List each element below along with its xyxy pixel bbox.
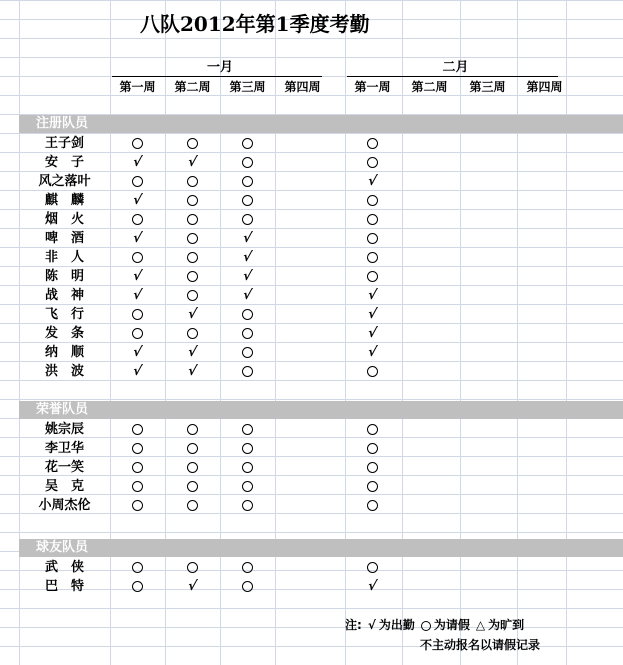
leave-circle-icon xyxy=(345,229,400,248)
present-check-icon: √ xyxy=(241,269,254,284)
leave-circle-icon xyxy=(220,577,275,596)
member-name: 烟 火 xyxy=(44,212,84,227)
leave-circle-icon xyxy=(165,496,220,515)
leave-circle-icon xyxy=(110,420,165,439)
leave-circle-icon xyxy=(110,248,165,267)
leave-circle-icon xyxy=(165,477,220,496)
present-check-icon: √ xyxy=(186,307,199,322)
triangle-icon: △ xyxy=(475,618,486,632)
present-check-icon: √ xyxy=(186,155,199,170)
week-label: 第一周 xyxy=(119,80,156,94)
present-check-icon: √ xyxy=(186,345,199,360)
member-name: 洪 波 xyxy=(44,364,84,379)
leave-circle-icon xyxy=(345,458,400,477)
present-check-icon: √ xyxy=(131,269,144,284)
leave-circle-icon xyxy=(165,439,220,458)
month-label: 一月 xyxy=(206,60,233,75)
leave-circle-icon xyxy=(220,305,275,324)
leave-circle-icon xyxy=(220,477,275,496)
leave-circle-icon xyxy=(165,210,220,229)
legend-circle-text: 为请假 xyxy=(433,618,470,632)
section-header: 球友队员 xyxy=(19,539,623,557)
present-check-icon: √ xyxy=(366,326,379,341)
leave-circle-icon xyxy=(345,362,400,381)
leave-circle-icon xyxy=(345,439,400,458)
member-name: 发 条 xyxy=(44,326,84,341)
member-name: 陈 明 xyxy=(44,269,84,284)
present-check-icon: √ xyxy=(131,231,144,246)
leave-circle-icon xyxy=(220,458,275,477)
leave-circle-icon xyxy=(165,324,220,343)
member-name: 吴 克 xyxy=(44,479,84,494)
leave-circle-icon xyxy=(345,420,400,439)
circle-icon xyxy=(421,616,431,634)
leave-circle-icon xyxy=(110,496,165,515)
month-underline xyxy=(112,76,322,77)
leave-circle-icon xyxy=(165,172,220,191)
leave-circle-icon xyxy=(165,191,220,210)
leave-circle-icon xyxy=(110,305,165,324)
leave-circle-icon xyxy=(165,248,220,267)
leave-circle-icon xyxy=(220,496,275,515)
present-check-icon: √ xyxy=(366,307,379,322)
member-name: 王子剑 xyxy=(44,136,84,151)
present-check-icon: √ xyxy=(241,250,254,265)
legend-note: 不主动报名以请假记录 xyxy=(420,638,541,652)
leave-circle-icon xyxy=(345,477,400,496)
present-check-icon: √ xyxy=(366,345,379,360)
leave-circle-icon xyxy=(220,343,275,362)
leave-circle-icon xyxy=(110,134,165,153)
present-check-icon: √ xyxy=(131,288,144,303)
present-check-icon: √ xyxy=(131,364,144,379)
member-name: 安 子 xyxy=(44,155,84,170)
leave-circle-icon xyxy=(110,558,165,577)
week-label: 第二周 xyxy=(411,80,448,94)
week-label: 第二周 xyxy=(174,80,211,94)
leave-circle-icon xyxy=(220,420,275,439)
legend xyxy=(345,616,524,634)
legend-check-text: 为出勤 xyxy=(378,618,415,632)
member-name: 小周杰伦 xyxy=(38,498,91,513)
leave-circle-icon xyxy=(345,210,400,229)
present-check-icon: √ xyxy=(131,155,144,170)
leave-circle-icon xyxy=(110,477,165,496)
leave-circle-icon xyxy=(165,134,220,153)
week-label: 第三周 xyxy=(469,80,506,94)
present-check-icon: √ xyxy=(186,579,199,594)
leave-circle-icon xyxy=(345,248,400,267)
present-check-icon: √ xyxy=(131,345,144,360)
legend-triangle-text: 为旷到 xyxy=(488,618,525,632)
week-label: 第一周 xyxy=(354,80,391,94)
present-check-icon: √ xyxy=(366,288,379,303)
present-check-icon: √ xyxy=(241,231,254,246)
leave-circle-icon xyxy=(165,420,220,439)
month-underline xyxy=(347,76,558,77)
leave-circle-icon xyxy=(220,362,275,381)
leave-circle-icon xyxy=(345,267,400,286)
check-icon: √ xyxy=(367,618,376,632)
leave-circle-icon xyxy=(220,191,275,210)
leave-circle-icon xyxy=(165,267,220,286)
member-name: 纳 顺 xyxy=(44,345,84,360)
leave-circle-icon xyxy=(345,496,400,515)
present-check-icon: √ xyxy=(186,364,199,379)
member-name: 李卫华 xyxy=(44,441,84,456)
member-name: 啤 酒 xyxy=(44,231,84,246)
leave-circle-icon xyxy=(220,558,275,577)
present-check-icon: √ xyxy=(131,193,144,208)
present-check-icon: √ xyxy=(241,288,254,303)
member-name: 飞 行 xyxy=(44,307,84,322)
leave-circle-icon xyxy=(165,286,220,305)
member-name: 巴 特 xyxy=(44,579,84,594)
leave-circle-icon xyxy=(345,134,400,153)
week-label: 第三周 xyxy=(229,80,266,94)
member-name: 非 人 xyxy=(44,250,84,265)
leave-circle-icon xyxy=(165,458,220,477)
legend-prefix: 注: xyxy=(345,618,362,632)
leave-circle-icon xyxy=(110,577,165,596)
week-label: 第四周 xyxy=(526,80,563,94)
leave-circle-icon xyxy=(165,229,220,248)
leave-circle-icon xyxy=(345,191,400,210)
leave-circle-icon xyxy=(220,324,275,343)
member-name: 战 神 xyxy=(44,288,84,303)
member-name: 风之落叶 xyxy=(38,174,91,189)
leave-circle-icon xyxy=(110,324,165,343)
member-name: 花一笑 xyxy=(44,460,84,475)
leave-circle-icon xyxy=(220,210,275,229)
leave-circle-icon xyxy=(220,172,275,191)
leave-circle-icon xyxy=(110,210,165,229)
month-label: 二月 xyxy=(442,60,469,75)
present-check-icon: √ xyxy=(366,579,379,594)
leave-circle-icon xyxy=(110,439,165,458)
present-check-icon: √ xyxy=(366,174,379,189)
section-header: 荣誉队员 xyxy=(19,401,623,419)
leave-circle-icon xyxy=(220,439,275,458)
page-title: 八队2012年第1季度考勤 xyxy=(140,12,370,36)
section-header: 注册队员 xyxy=(19,115,623,133)
leave-circle-icon xyxy=(220,153,275,172)
member-name: 麒 麟 xyxy=(44,193,84,208)
member-name: 姚宗辰 xyxy=(44,422,84,437)
leave-circle-icon xyxy=(220,134,275,153)
leave-circle-icon xyxy=(345,153,400,172)
leave-circle-icon xyxy=(345,558,400,577)
member-name: 武 侠 xyxy=(44,560,84,575)
leave-circle-icon xyxy=(165,558,220,577)
leave-circle-icon xyxy=(110,458,165,477)
leave-circle-icon xyxy=(110,172,165,191)
week-label: 第四周 xyxy=(284,80,321,94)
